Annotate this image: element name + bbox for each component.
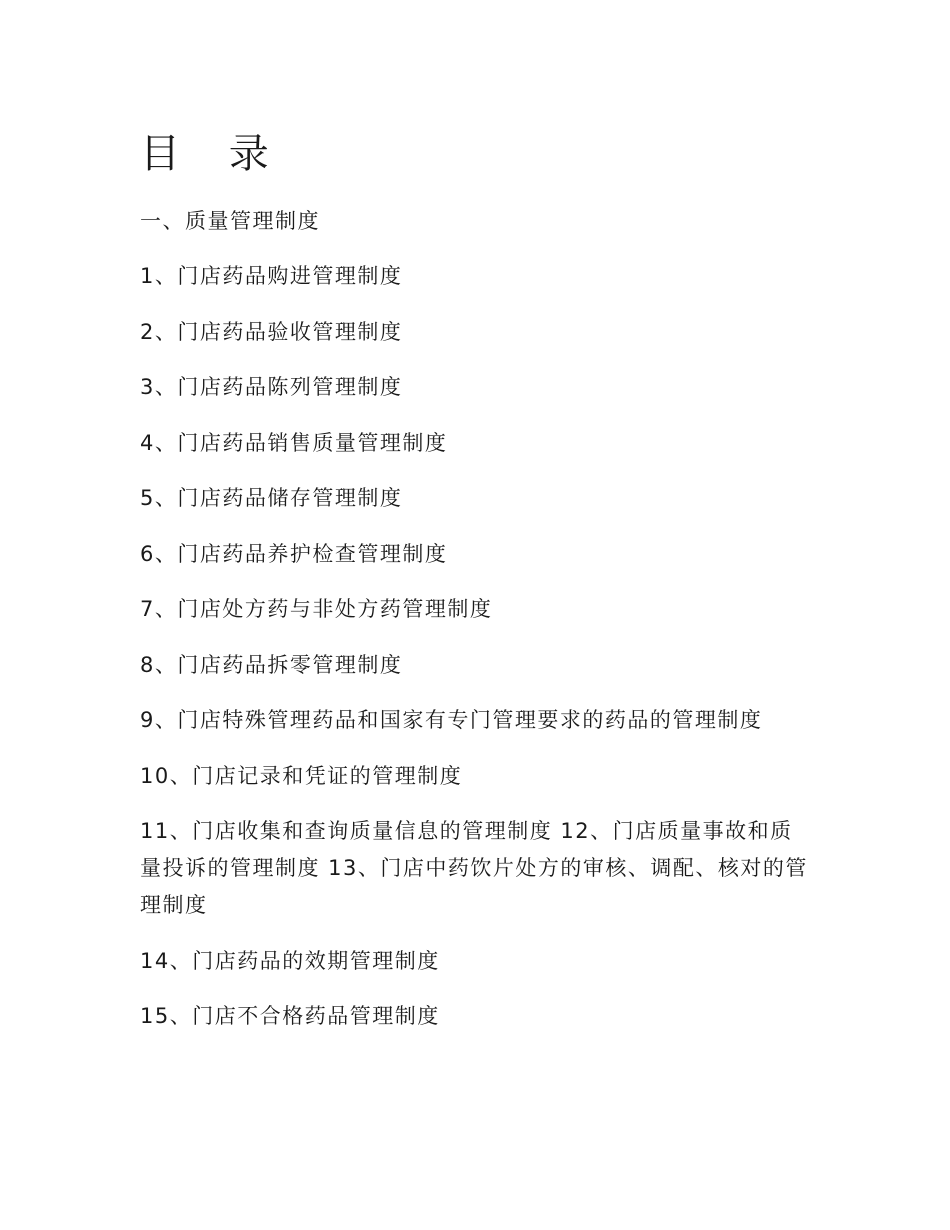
toc-item-8: 8、门店药品拆零管理制度: [140, 652, 403, 677]
toc-item-11-13: 11、门店收集和查询质量信息的管理制度 12、门店质量事故和质量投诉的管理制度 13、门店中药饮片处方的审核、调配、核对的管理制度: [140, 819, 808, 917]
toc-section-heading: 一、质量管理制度: [140, 209, 320, 233]
toc-item-3: 3、门店药品陈列管理制度: [140, 375, 403, 399]
toc-item-2: 2、门店药品验收管理制度: [140, 319, 403, 344]
toc-item-5: 5、门店药品储存管理制度: [140, 486, 403, 510]
toc-item-9: 9、门店特殊管理药品和国家有专门管理要求的药品的管理制度: [140, 708, 763, 732]
toc-item-10: 10、门店记录和凭证的管理制度: [140, 763, 463, 788]
toc-item-15: 15、门店不合格药品管理制度: [140, 1004, 440, 1028]
table-of-contents: [140, 203, 810, 1054]
toc-item-4: 4、门店药品销售质量管理制度: [140, 430, 448, 455]
toc-item-1: 1、门店药品购进管理制度: [140, 264, 403, 288]
toc-item-6: 6、门店药品养护检查管理制度: [140, 541, 448, 566]
document-title: 目 录: [140, 131, 287, 177]
toc-item-7: 7、门店处方药与非处方药管理制度: [140, 597, 493, 621]
toc-item-14: 14、门店药品的效期管理制度: [140, 948, 440, 973]
